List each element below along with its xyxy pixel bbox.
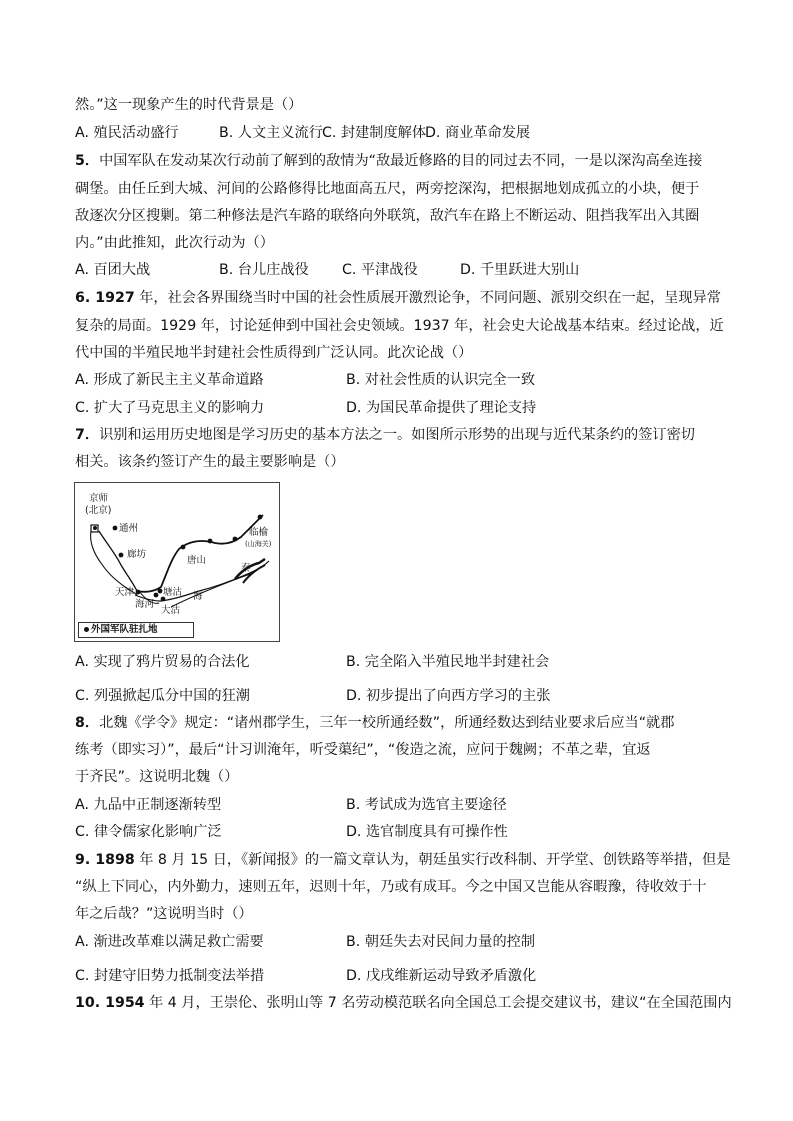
q6-option-c: C. 扩大了马克思主义的影响力: [75, 400, 265, 416]
map-label-dagu: 大沽: [161, 605, 181, 616]
question-6-number: 6. 1927: [75, 290, 135, 306]
q6-option-d: D. 为国民革命提供了理论支持: [346, 400, 537, 416]
q9-option-c: C. 封建守旧势力抵制变法举措: [75, 968, 265, 984]
question-10-line-1: 10. 1954 年 4 月，王崇伦、张明山等 7 名劳动模范联名向全国总工会提交建议书，建议“在全国范围内: [75, 995, 732, 1011]
question-8-number: 8．: [75, 715, 100, 731]
question-5-line-4: 内。”由此推知，此次行动为（）: [75, 235, 274, 251]
question-7-number: 7．: [75, 427, 100, 443]
q4-option-a: A. 殖民活动盛行: [75, 125, 179, 141]
question-9-line-1: 9. 1898 年 8 月 15 日，《新闻报》的一篇文章认为，朝廷虽实行改科制、开学堂、创铁路等举措，但是: [75, 852, 731, 868]
question-5-line-1: 5．中国军队在发动某次行动前了解到的敌情为“敌最近修路的目的同过去不同，一是以深沟高垒连接: [75, 153, 703, 169]
q7-option-c: C. 列强掀起瓜分中国的狂潮: [75, 688, 250, 704]
filled-dot-icon: [84, 627, 89, 632]
map-label-linyu: 临榆: [249, 527, 269, 538]
q4-option-d: D. 商业革命发展: [425, 125, 531, 141]
map-label-jingshi: 京师: [89, 493, 109, 504]
question-5-line-3: 敌逐次分区搜剿。第二种修法是汽车路的联络向外联筑，敌汽车在路上不断运动、阻挡我军出入其圈: [75, 208, 700, 224]
q4-option-b: B. 人文主义流行: [219, 125, 323, 141]
question-8-line-3: 于齐民”。这说明北魏（）: [75, 769, 239, 785]
map-label-haihe: 海河: [135, 599, 155, 610]
map-label-shanhaiguan: (山海关): [245, 540, 272, 548]
q5-option-b: B. 台儿庄战役: [219, 262, 309, 278]
q7-option-d: D. 初步提出了向西方学习的主张: [346, 688, 551, 704]
map-label-beijing: (北京): [85, 505, 112, 516]
q7-option-b: B. 完全陷入半殖民地半封建社会: [346, 654, 550, 670]
question-6-line-3: 代中国的半殖民地半封建社会性质得到广泛认同。此次论战（）: [75, 345, 473, 361]
question-4-stem-end: 然。”这一现象产生的时代背景是（）: [75, 97, 303, 113]
map-label-tongzhou: 通州: [119, 523, 139, 534]
q9-option-a: A. 渐进改革难以满足救亡需要: [75, 934, 264, 950]
map-label-hai: 海: [193, 591, 203, 602]
q9-option-d: D. 戊戌维新运动导致矛盾激化: [346, 968, 537, 984]
historical-map-figure: [74, 482, 280, 642]
q9-option-b: B. 朝廷失去对民间力量的控制: [346, 934, 536, 950]
question-9-line-2: “纵上下同心，内外勤力，速则五年，迟则十年，乃或有成耳。今之中国又岂能从容暇豫，待收效于十: [75, 879, 707, 895]
map-legend-label: 外国军队驻扎地: [91, 624, 158, 635]
q8-option-a: A. 九品中正制逐渐转型: [75, 797, 222, 813]
question-6-line-1: 6. 1927 年，社会各界围绕当时中国的社会性质展开激烈论争，不同问题、派别交织在一起，呈现异常: [75, 290, 721, 306]
question-8-line-2: 练考（即实习）”，最后“计习训淹年，听受蕖纪”，“俊造之流，应问于魏阙；不革之辈，宜返: [75, 742, 651, 758]
question-5-number: 5．: [75, 153, 100, 169]
map-label-side: 秦: [241, 563, 251, 574]
question-10-number: 10. 1954: [75, 995, 145, 1011]
map-legend: [78, 622, 194, 638]
map-label-langfang: 廊坊: [127, 549, 147, 560]
q6-option-a: A. 形成了新民主主义革命道路: [75, 372, 264, 388]
q7-option-a: A. 实现了鸦片贸易的合法化: [75, 654, 250, 670]
map-label-tianjin: 天津: [115, 587, 135, 598]
question-7-line-1: 7．识别和运用历史地图是学习历史的基本方法之一。如图所示形势的出现与近代某条约的签订密切: [75, 427, 695, 443]
q5-option-a: A. 百团大战: [75, 262, 151, 278]
question-7-line-2: 相关。该条约签订产生的最主要影响是（）: [75, 454, 345, 470]
q5-option-c: C. 平津战役: [342, 262, 418, 278]
question-9-line-3: 年之后哉？”这说明当时（）: [75, 906, 253, 922]
q5-option-d: D. 千里跃进大别山: [460, 262, 580, 278]
question-9-number: 9. 1898: [75, 852, 135, 868]
map-label-tangshan: 唐山: [187, 555, 207, 566]
map-label-tanggu: 塘沽: [163, 587, 183, 598]
question-8-line-1: 8．北魏《学令》规定：“诸州郡学生，三年一校所通经数”，所通经数达到结业要求后应当“就郡: [75, 715, 675, 731]
q8-option-b: B. 考试成为选官主要途径: [346, 797, 507, 813]
q8-option-d: D. 选官制度具有可操作性: [346, 824, 508, 840]
question-5-line-2: 碉堡。由任丘到大城、河间的公路修得比地面高五尺，两旁挖深沟，把根据地划成孤立的小块，便于: [75, 181, 700, 197]
q6-option-b: B. 对社会性质的认识完全一致: [346, 372, 536, 388]
q8-option-c: C. 律令儒家化影响广泛: [75, 824, 222, 840]
q4-option-c: C. 封建制度解体: [322, 125, 427, 141]
question-6-line-2: 复杂的局面。1929 年，讨论延伸到中国社会史领域。1937 年，社会史大论战基本结束。经过论战，近: [75, 318, 724, 334]
